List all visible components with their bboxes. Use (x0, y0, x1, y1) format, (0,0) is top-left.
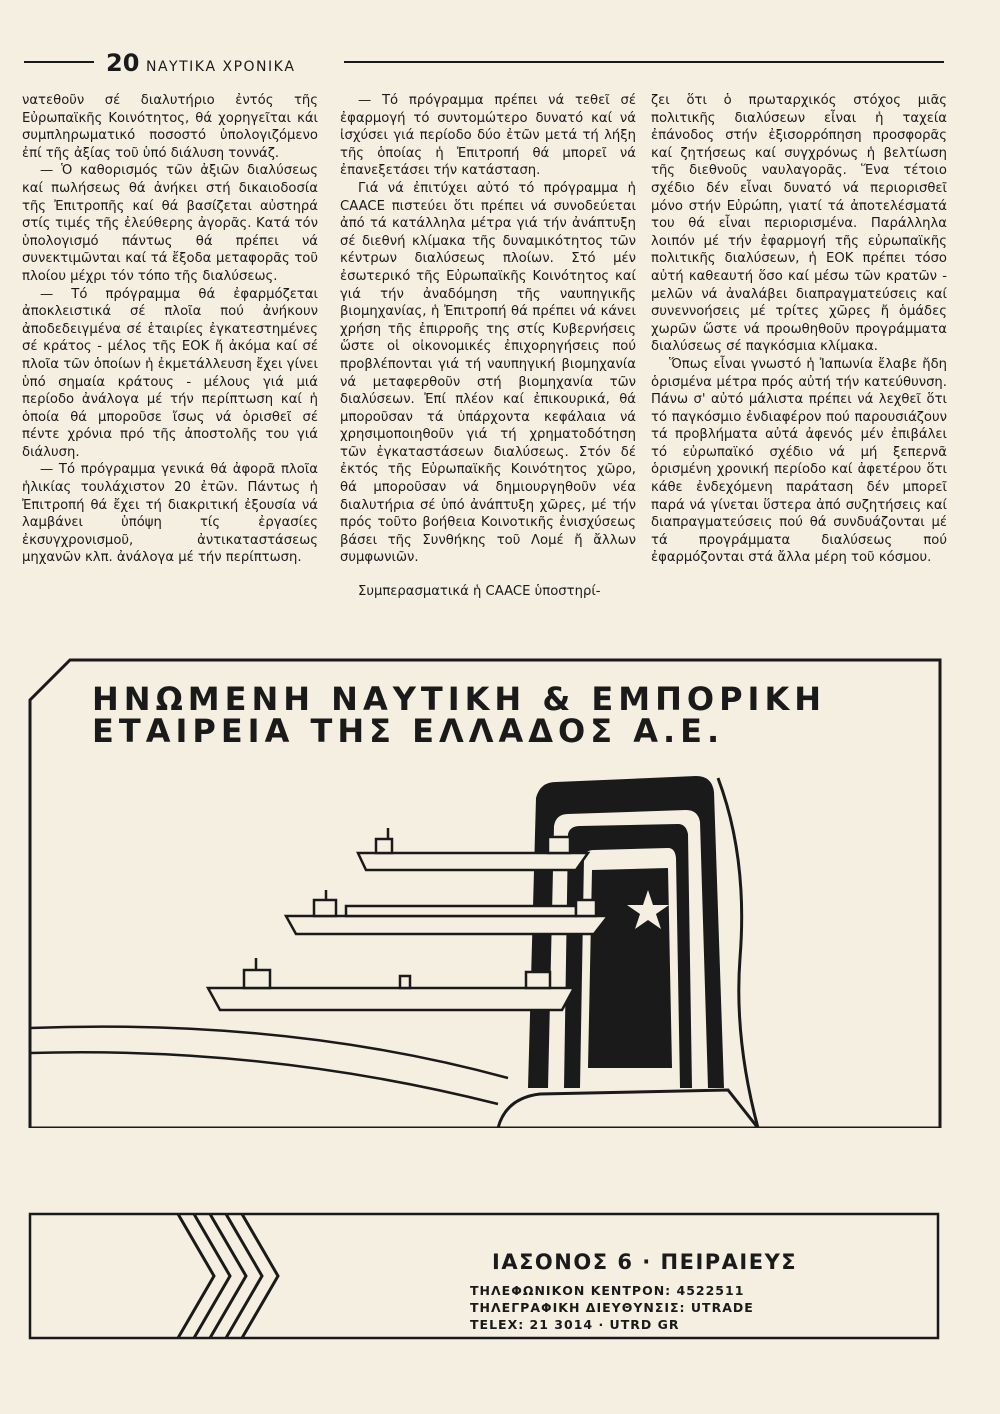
header-rule-right (344, 61, 944, 63)
paragraph: — Ὁ καθορισμός τῶν ἀξιῶν διαλύσεως καί πωλήσεως θά ἀνήκει στή δικαιοδοσία τῆς Ἐπιτροπῆς καί θά βασίζεται αὐστηρά στίς τιμές τῆς ἐλεύθερης ἀγορᾶς. Κατά τόν ὑπολογισμό πάντως θά πρέπει νά συνεκτιμῶνται καί τά ἔξοδα μεταφορᾶς τοῦ πλοίου μέχρι τόν τόπο τῆς διαλύσεως. (22, 163, 318, 284)
header-rule-left (24, 61, 94, 63)
ship-icon (208, 958, 574, 1010)
text-column-2 (340, 92, 636, 601)
paragraph: — Τό πρόγραμμα πρέπει νά τεθεῖ σέ ἐφαρμογή τό συντομώτερο δυνατό καί νά ἰσχύσει γιά περίοδο δύο ἐτῶν μετά τή λήξη τῆς ὁποίας ἡ Ἐπιτροπή θά μπορεῖ νά ἐπανεξετάσει τήν κατάσταση. (340, 93, 636, 179)
telegraph-line: ΤΗΛΕΓΡΑΦΙΚΗ ΔΙΕΥΘΥΝΣΙΣ: UTRADE (470, 1300, 754, 1315)
phone-line: ΤΗΛΕΦΩΝΙΚΟΝ ΚΕΝΤΡΟΝ: 4522511 (470, 1283, 745, 1298)
telex-line: TELEX: 21 3014 · UTRD GR (470, 1317, 680, 1332)
paragraph: ζει ὅτι ὁ πρωταρχικός στόχος μιᾶς πολιτικῆς διαλύσεων εἶναι ἡ ταχεία ἐπάνοδος στήν ἐξισορρόπηση προσφορᾶς καί ζητήσεως καί συγχρόνως ἡ βελτίωση τῆς διεθνοῦς ναυλαγορᾶς. Ἕνα τέτοιο σχέδιο δέν εἶναι δυνατό νά περιορισθεῖ μόνο στήν Εὐρώπη, γιατί τά ἀποτελέσματά του θά εἶναι περιορισμένα. Παράλληλα λοιπόν μέ τήν ἐφαρμογή τῆς εὐρωπαϊκῆς πολιτικῆς διαλύσεων, ἡ ΕΟΚ πρέπει τόσο αὐτή καθεαυτή ὅσο καί μέσω τῶν κρατῶν - μελῶν νά ἀναλάβει διαπραγματεύσεις καί συνεννοήσεις μέ τρίτες χῶρες ἤ ὁμάδες χωρῶν ὥστε νά προωθηθοῦν προγράμματα διαλύσεως σέ παγκόσμια κλίμακα. (651, 93, 947, 355)
company-name-line-1: ΗΝΩΜΕΝΗ ΝΑΥΤΙΚΗ & ΕΜΠΟΡΙΚΗ (92, 680, 827, 718)
page-number: 20 (106, 49, 140, 77)
page-header (24, 49, 934, 85)
paragraph: — Τό πρόγραμμα γενικά θά ἀφορᾶ πλοῖα ἡλικίας τουλάχιστον 20 ἐτῶν. Πάντως ἡ Ἐπιτροπή θά ἔχει τή διακριτική ἐξουσία νά λαμβάνει ὑπόψη τίς ἐργασίες ἐκσυγχρονισμοῦ, ἀντικαταστάσεως μηχανῶν κλπ. ἀνάλογα μέ τήν περίπτωση. (22, 462, 318, 566)
text-column-1 (22, 92, 318, 567)
paragraph: — Τό πρόγραμμα θά ἐφαρμόζεται ἀποκλειστικά σέ πλοῖα πού ἀνήκουν ἀποδεδειγμένα σέ ἑταιρίες ἐγκατεστημένες σέ κράτος - μέλος τῆς ΕΟΚ ἤ ἀκόμα καί σέ πλοῖα τῶν ὁποίων ἡ ἐκμετάλλευση ἔχει γίνει ὑπό σημαία κράτους - μέλους γιά μιά περίοδο ἀνάλογα μέ τήν περίπτωση καί ἡ ὁποία θά μποροῦσε ἴσως νά ὁρισθεῖ σέ πέντε χρόνια πρό τῆς ἀποστολῆς του γιά διάλυση. (22, 286, 318, 460)
chevron-arrows-icon (178, 1214, 278, 1338)
funnel-emblem-icon (498, 776, 758, 1128)
paragraph: Συμπερασματικά ἡ CAACE ὑποστηρί- (358, 584, 601, 600)
company-address: ΙΑΣΟΝΟΣ 6 · ΠΕΙΡΑΙΕΥΣ (492, 1250, 798, 1274)
perspective-lines (30, 1027, 508, 1104)
paragraph: νατεθοῦν σέ διαλυτήριο ἐντός τῆς Εὐρωπαϊκῆς Κοινότητος, θά χορηγεῖται κάι συμπληρωματικό ποσοστό ὑπολογιζόμενο ἐπί τῆς ἀξίας τοῦ ὑπό διάλυση τοννάζ. (22, 93, 318, 161)
paragraph: Ὅπως εἶναι γνωστό ἡ Ἰαπωνία ἔλαβε ἤδη ὁρισμένα μέτρα πρός αὐτή τήν κατεύθυνση. Πάνω σ' αὐτό μάλιστα πρέπει νά λεχθεῖ ὅτι τό παγκόσμιο ἐνδιαφέρον πού παρουσιάζουν τά προβλήματα αὐτά ἀφενός μέν ἐπιβάλει τό εὐρωπαϊκό σχέδιο νά μή ξεπερνᾶ ὁρισμένη χρονική περίοδο καί ἀφετέρου ὅτι κάθε ἐνδεχόμενη παράταση δέν μπορεῖ παρά νά γίνεται ὕστερα ἀπό συζητήσεις καί διαπραγματεύσεις πού θά συνδυάζονται μέ τά προγράμματα διαλύσεως πού ἐφαρμόζονται στά ἄλλα μέρη τοῦ κόσμου. (651, 356, 947, 566)
text-column-3 (651, 92, 947, 567)
paragraph: Γιά νά ἐπιτύχει αὐτό τό πρόγραμμα ἡ CAACE πιστεύει ὅτι πρέπει νά συνοδεύεται ἀπό τά κατάλληλα μέτρα γιά τήν ἀνάπτυξη σέ διεθνή κλίμακα τῆς δυναμικότητος τῶν κέντρων διαλύσεως πλοίων. Στό μέν ἐσωτερικό τῆς Εὐρωπαϊκῆς Κοινότητος καί γιά τήν ἀναδόμηση τῆς ναυπηγικῆς βιομηχανίας, ἡ Ἐπιτροπή θά πρέπει νά κάνει χρήση τῆς ἐπιρροῆς της στίς Κυβερνήσεις ὥστε οἱ οἰκονομικές ἐπιχορηγήσεις πού προβλέπονται γιά τή ναυπηγική βιομηχανία νά μεταφερθοῦν στή βιομηχανία τῶν διαλύσεων. Ἐπί πλέον καί ἐπικουρικά, θά μποροῦσαν τά ὑπάρχοντα κεφάλαια νά χρησιμοποιηθοῦν γιά τή χρηματοδότηση τῶν ἐγκαταστάσεων διαλύσεως. Στόν δέ ἐκτός τῆς Εὐρωπαϊκῆς Κοινότητος χῶρο, θά μποροῦσαν νά δημιουργηθοῦν νέα διαλυτήρια σέ ὑπό ἀνάπτυξη χῶρες, μέ τήν πρός τοῦτο βοήθεια Κοινοτικῆς ἐνισχύσεως βάσει τῆς Συνθήκης τοῦ Λομέ ἤ ἄλλων συμφωνιῶν. (340, 180, 636, 566)
company-name-line-2: ΕΤΑΙΡΕΙΑ ΤΗΣ ΕΛΛΑΔΟΣ Α.Ε. (92, 712, 725, 750)
magazine-title: ΝΑΥΤΙΚΑ ΧΡΟΝΙΚΑ (146, 59, 296, 75)
